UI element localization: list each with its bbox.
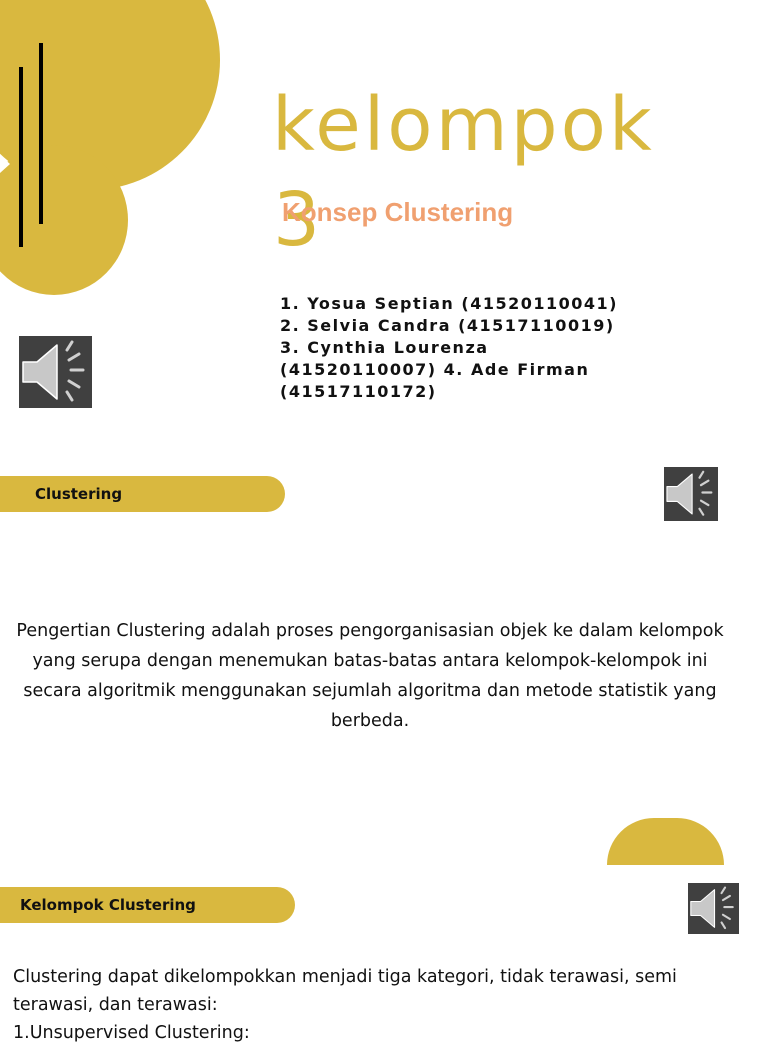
decorative-half-circle [607,818,724,865]
categories-intro: Clustering dapat dikelompokkan menjadi tiga kategori, tidak terawasi, semi terawasi, dan terawasi: [13,967,677,1015]
speaker-icon[interactable] [19,336,92,408]
decorative-line-left [19,67,23,247]
decorative-line-right [39,43,43,224]
section-heading-clustering: Clustering [0,476,285,512]
decorative-notch [0,155,10,173]
speaker-icon[interactable] [664,467,718,521]
slide-title-number: 3 [273,177,321,263]
clustering-definition: Pengertian Clustering adalah proses pengorganisasian objek ke dalam kelompok yang serupa dengan menemukan batas-batas antara kelompok-kelompok ini secara algoritmik menggunakan sejumlah algoritma dan metode statistik yang berbeda. [16,621,724,731]
list-item: 1.Unsupervised Clustering: [13,1023,250,1043]
slide-title: kelompok [272,82,655,168]
speaker-icon[interactable] [688,883,739,934]
member-list: 1. Yosua Septian (41520110041) 2. Selvia Candra (41517110019) 3. Cynthia Lourenza (41520110007) 4. Ade Firman (41517110172) [280,294,618,401]
slide-subtitle: Konsep Clustering [282,197,514,227]
clustering-categories [13,963,743,1047]
section-heading-kelompok-clustering: Kelompok Clustering [0,887,295,923]
